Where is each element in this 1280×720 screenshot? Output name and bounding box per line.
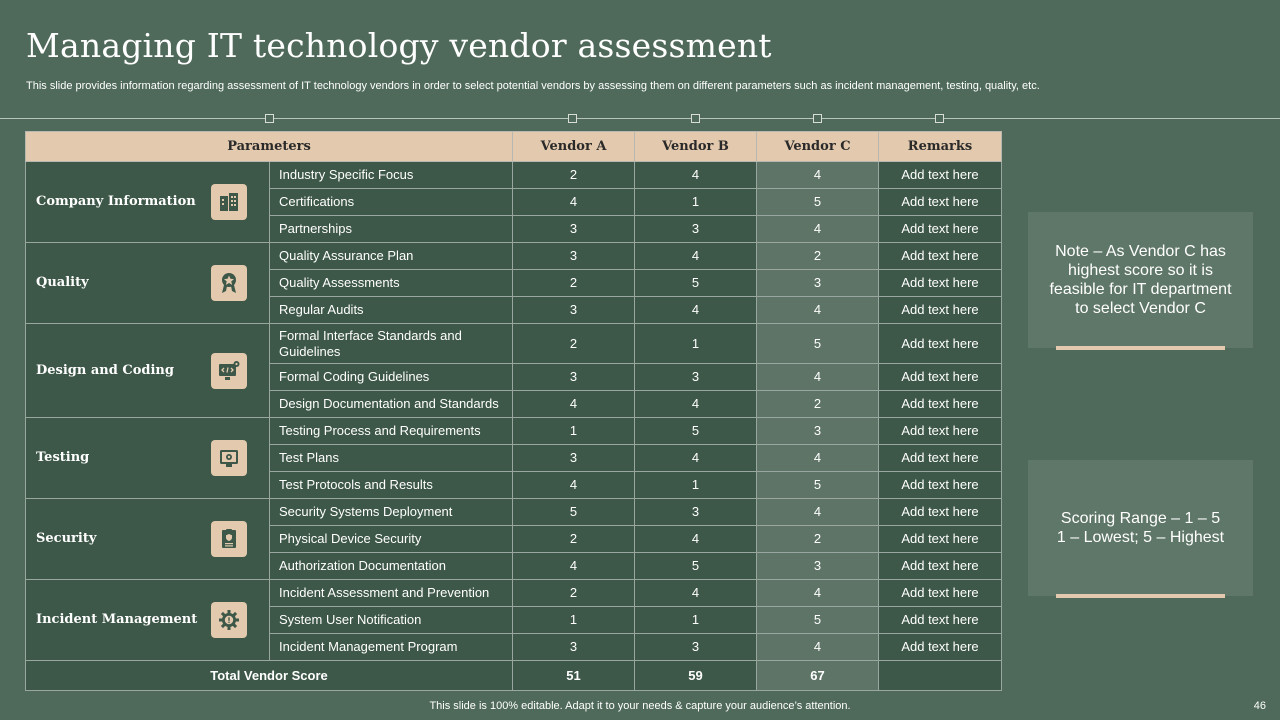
- parameter-cell: Formal Interface Standards and Guidelines: [270, 324, 513, 364]
- total-row: [26, 661, 1002, 691]
- vendor-c-score: 4: [757, 216, 879, 243]
- vendor-b-score: 3: [635, 364, 757, 391]
- table-row: [26, 580, 1002, 607]
- vendor-a-score: 2: [513, 580, 635, 607]
- remarks-cell[interactable]: Add text here: [879, 634, 1002, 661]
- vendor-c-score: 4: [757, 162, 879, 189]
- scoring-range-line2: 1 – Lowest; 5 – Highest: [1056, 529, 1225, 546]
- table-row: [26, 499, 1002, 526]
- vendor-b-score: 4: [635, 526, 757, 553]
- remarks-cell[interactable]: Add text here: [879, 553, 1002, 580]
- category-label: Incident Management: [36, 612, 198, 627]
- quality-badge-icon: [211, 265, 247, 301]
- vendor-b-score: 5: [635, 418, 757, 445]
- vendor-a-score: 4: [513, 391, 635, 418]
- table-row: [26, 243, 1002, 270]
- header-parameters: Parameters: [26, 132, 513, 162]
- remarks-cell[interactable]: Add text here: [879, 243, 1002, 270]
- vendor-a-score: 2: [513, 270, 635, 297]
- vendor-c-score: 4: [757, 634, 879, 661]
- vendor-a-score: 3: [513, 243, 635, 270]
- remarks-cell[interactable]: Add text here: [879, 607, 1002, 634]
- parameter-cell: Partnerships: [270, 216, 513, 243]
- table-header-row: [26, 132, 1002, 162]
- vendor-c-score: 4: [757, 297, 879, 324]
- slide-title: Managing IT technology vendor assessment: [26, 26, 772, 65]
- remarks-cell[interactable]: Add text here: [879, 216, 1002, 243]
- table-row: [26, 324, 1002, 364]
- remarks-cell[interactable]: Add text here: [879, 270, 1002, 297]
- parameter-cell: Authorization Documentation: [270, 553, 513, 580]
- vendor-a-score: 5: [513, 499, 635, 526]
- divider-line: [0, 118, 1280, 119]
- remarks-cell[interactable]: Add text here: [879, 364, 1002, 391]
- parameter-cell: Industry Specific Focus: [270, 162, 513, 189]
- vendor-c-score: 4: [757, 445, 879, 472]
- vendor-b-score: 4: [635, 580, 757, 607]
- vendor-a-score: 1: [513, 607, 635, 634]
- parameter-cell: Formal Coding Guidelines: [270, 364, 513, 391]
- parameter-cell: Incident Assessment and Prevention: [270, 580, 513, 607]
- scoring-accent-bar: [1056, 594, 1225, 598]
- vendor-c-score: 4: [757, 580, 879, 607]
- note-box: [1028, 212, 1253, 348]
- vendor-a-score: 2: [513, 324, 635, 364]
- vendor-a-score: 3: [513, 297, 635, 324]
- parameter-cell: Incident Management Program: [270, 634, 513, 661]
- vendor-a-score: 3: [513, 445, 635, 472]
- gear-alert-icon: [211, 602, 247, 638]
- vendor-b-score: 4: [635, 162, 757, 189]
- note-text: Note – As Vendor C has highest score so it is feasible for IT department to select Vendor C: [1049, 243, 1232, 317]
- remarks-cell[interactable]: Add text here: [879, 499, 1002, 526]
- vendor-a-score: 4: [513, 472, 635, 499]
- remarks-cell[interactable]: Add text here: [879, 526, 1002, 553]
- table-row: [26, 418, 1002, 445]
- remarks-cell[interactable]: Add text here: [879, 445, 1002, 472]
- footer-text: This slide is 100% editable. Adapt it to your needs & capture your audience’s attention.: [429, 700, 851, 712]
- security-document-icon: [211, 521, 247, 557]
- divider-node: [935, 114, 944, 123]
- category-security: [26, 499, 270, 580]
- category-label: Company Information: [36, 194, 196, 209]
- category-label: Quality: [36, 275, 89, 290]
- category-label: Security: [36, 531, 97, 546]
- parameter-cell: Test Protocols and Results: [270, 472, 513, 499]
- vendor-c-score: 5: [757, 324, 879, 364]
- vendor-b-score: 3: [635, 216, 757, 243]
- vendor-c-score: 5: [757, 607, 879, 634]
- category-quality: [26, 243, 270, 324]
- total-vendor-b: 59: [635, 661, 757, 691]
- parameter-cell: Quality Assurance Plan: [270, 243, 513, 270]
- vendor-b-score: 4: [635, 445, 757, 472]
- vendor-b-score: 3: [635, 634, 757, 661]
- vendor-c-score: 4: [757, 499, 879, 526]
- parameter-cell: Design Documentation and Standards: [270, 391, 513, 418]
- vendor-a-score: 4: [513, 189, 635, 216]
- total-remarks: [879, 661, 1002, 691]
- vendor-a-score: 3: [513, 634, 635, 661]
- header-remarks: Remarks: [879, 132, 1002, 162]
- remarks-cell[interactable]: Add text here: [879, 391, 1002, 418]
- parameter-cell: Regular Audits: [270, 297, 513, 324]
- total-vendor-c: 67: [757, 661, 879, 691]
- note-accent-bar: [1056, 346, 1225, 350]
- parameter-cell: Quality Assessments: [270, 270, 513, 297]
- vendor-b-score: 1: [635, 472, 757, 499]
- vendor-a-score: 3: [513, 216, 635, 243]
- remarks-cell[interactable]: Add text here: [879, 297, 1002, 324]
- vendor-c-score: 5: [757, 472, 879, 499]
- vendor-b-score: 4: [635, 391, 757, 418]
- vendor-a-score: 3: [513, 364, 635, 391]
- vendor-c-score: 2: [757, 391, 879, 418]
- vendor-a-score: 2: [513, 162, 635, 189]
- parameter-cell: Security Systems Deployment: [270, 499, 513, 526]
- category-design-and-coding: [26, 324, 270, 418]
- remarks-cell[interactable]: Add text here: [879, 418, 1002, 445]
- parameter-cell: System User Notification: [270, 607, 513, 634]
- vendor-c-score: 3: [757, 418, 879, 445]
- scoring-range-line1: Scoring Range – 1 – 5: [1060, 510, 1221, 527]
- code-monitor-icon: [211, 353, 247, 389]
- divider-node: [813, 114, 822, 123]
- vendor-b-score: 5: [635, 270, 757, 297]
- vendor-b-score: 4: [635, 297, 757, 324]
- vendor-c-score: 3: [757, 553, 879, 580]
- vendor-b-score: 1: [635, 189, 757, 216]
- vendor-c-score: 4: [757, 364, 879, 391]
- testing-device-icon: [211, 440, 247, 476]
- header-vendor-a: Vendor A: [513, 132, 635, 162]
- remarks-cell[interactable]: Add text here: [879, 162, 1002, 189]
- vendor-b-score: 3: [635, 499, 757, 526]
- category-company-information: [26, 162, 270, 243]
- category-label: Design and Coding: [36, 362, 174, 378]
- category-testing: [26, 418, 270, 499]
- category-label: Testing: [36, 450, 90, 465]
- remarks-cell[interactable]: Add text here: [879, 580, 1002, 607]
- vendor-c-score: 2: [757, 526, 879, 553]
- total-label: Total Vendor Score: [26, 661, 513, 691]
- divider-node: [691, 114, 700, 123]
- vendor-c-score: 5: [757, 189, 879, 216]
- vendor-a-score: 4: [513, 553, 635, 580]
- vendor-b-score: 5: [635, 553, 757, 580]
- vendor-c-score: 3: [757, 270, 879, 297]
- vendor-assessment-table: [25, 131, 1002, 691]
- vendor-b-score: 1: [635, 607, 757, 634]
- remarks-cell[interactable]: Add text here: [879, 189, 1002, 216]
- page-number: 46: [1253, 700, 1266, 712]
- vendor-c-score: 2: [757, 243, 879, 270]
- header-vendor-c: Vendor C: [757, 132, 879, 162]
- slide-subtitle: This slide provides information regarding assessment of IT technology vendors in order to select potential vendors by assessing them on different parameters such as incident management, testing, quality, etc.: [26, 80, 1040, 92]
- parameter-cell: Physical Device Security: [270, 526, 513, 553]
- vendor-b-score: 4: [635, 243, 757, 270]
- header-vendor-b: Vendor B: [635, 132, 757, 162]
- table-row: [26, 162, 1002, 189]
- divider-node: [265, 114, 274, 123]
- vendor-a-score: 1: [513, 418, 635, 445]
- parameter-cell: Test Plans: [270, 445, 513, 472]
- parameter-cell: Certifications: [270, 189, 513, 216]
- parameter-cell: Testing Process and Requirements: [270, 418, 513, 445]
- category-incident-management: [26, 580, 270, 661]
- vendor-a-score: 2: [513, 526, 635, 553]
- divider-node: [568, 114, 577, 123]
- remarks-cell[interactable]: Add text here: [879, 324, 1002, 364]
- vendor-b-score: 1: [635, 324, 757, 364]
- total-vendor-a: 51: [513, 661, 635, 691]
- remarks-cell[interactable]: Add text here: [879, 472, 1002, 499]
- scoring-range-box: [1028, 460, 1253, 596]
- building-icon: [211, 184, 247, 220]
